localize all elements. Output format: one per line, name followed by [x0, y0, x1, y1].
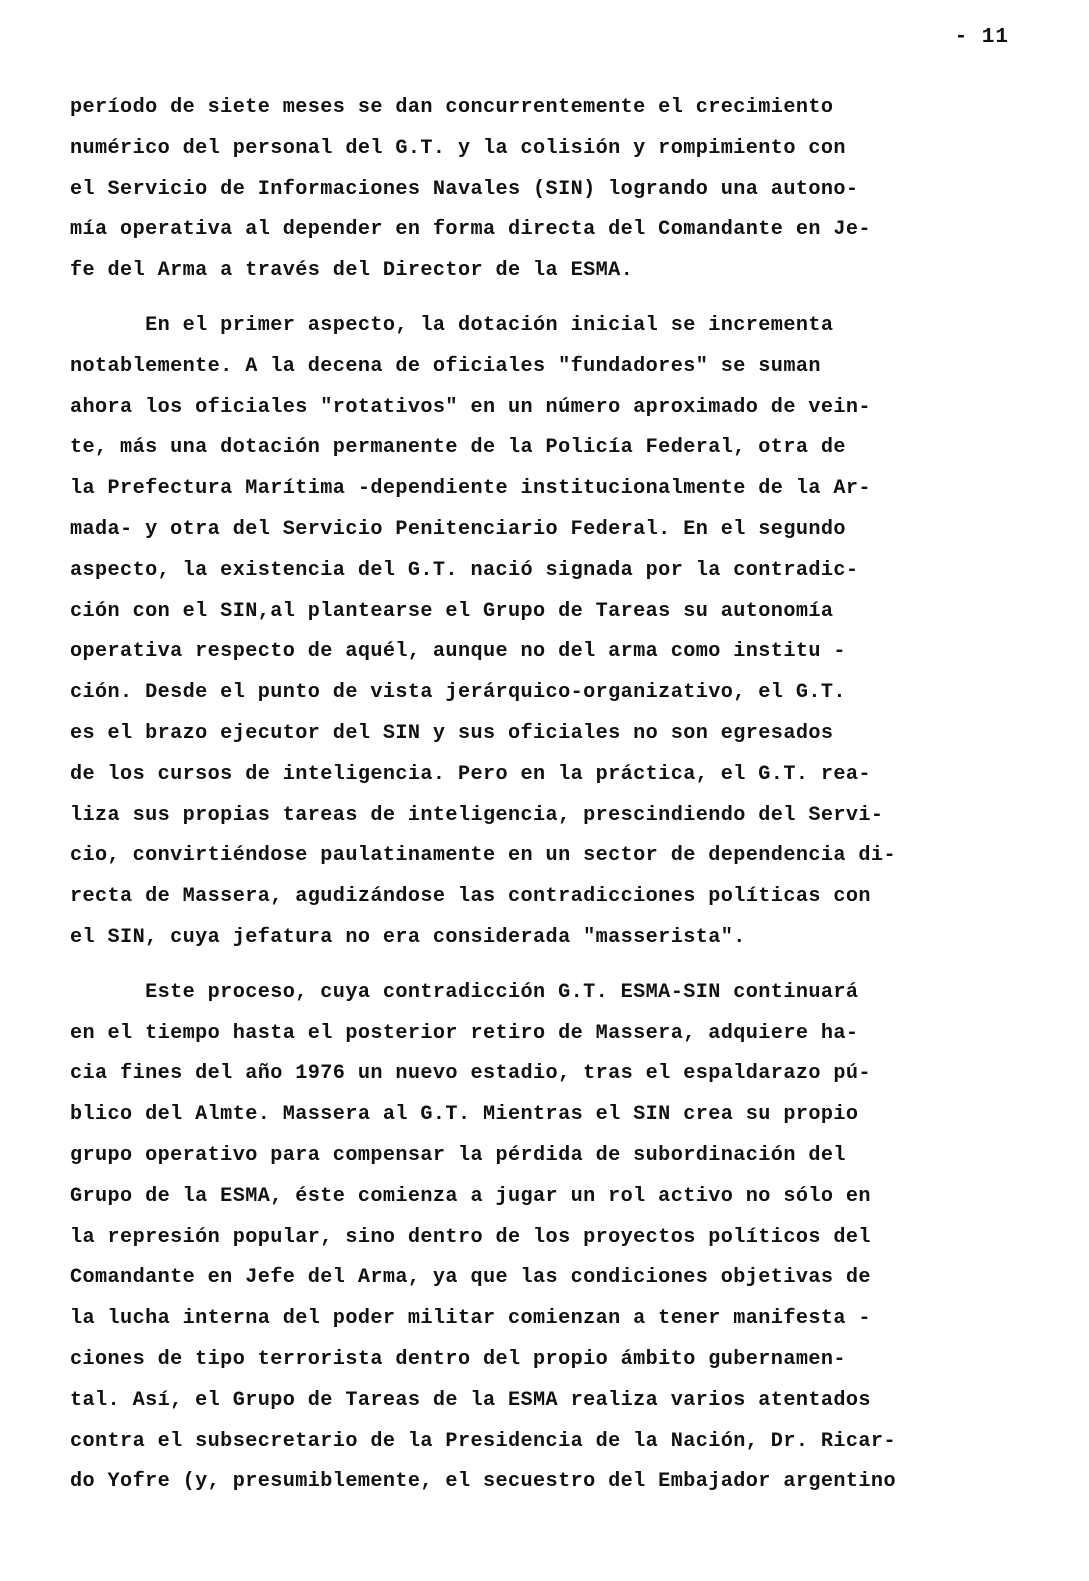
paragraph-2	[70, 306, 1020, 959]
text-line: cio, convirtiéndose paulatinamente en un sector de dependencia di-	[70, 844, 896, 868]
text-line: la lucha interna del poder militar comienzan a tener manifesta -	[70, 1307, 871, 1331]
text-line: blico del Almte. Massera al G.T. Mientras el SIN crea su propio	[70, 1103, 859, 1127]
text-line: grupo operativo para compensar la pérdida de subordinación del	[70, 1143, 846, 1167]
text-line: recta de Massera, agudizándose las contradicciones políticas con	[70, 885, 871, 909]
text-line: contra el subsecretario de la Presidencia de la Nación, Dr. Ricar-	[70, 1429, 896, 1453]
text-line: En el primer aspecto, la dotación inicial se incrementa	[70, 313, 834, 337]
text-line: notablemente. A la decena de oficiales "fundadores" se suman	[70, 354, 821, 378]
text-line: Comandante en Jefe del Arma, ya que las condiciones objetivas de	[70, 1266, 871, 1290]
text-line: el SIN, cuya jefatura no era considerada "masserista".	[70, 925, 746, 949]
text-line: do Yofre (y, presumiblemente, el secuestro del Embajador argentino	[70, 1470, 896, 1494]
text-line: numérico del personal del G.T. y la colisión y rompimiento con	[70, 136, 846, 160]
text-line: Grupo de la ESMA, éste comienza a jugar un rol activo no sólo en	[70, 1184, 871, 1208]
text-line: ción con el SIN,al plantearse el Grupo de Tareas su autonomía	[70, 599, 834, 623]
page-number: - 11	[954, 26, 1009, 49]
text-line: es el brazo ejecutor del SIN y sus oficiales no son egresados	[70, 721, 834, 745]
text-line: período de siete meses se dan concurrentemente el crecimiento	[70, 96, 834, 119]
text-line: en el tiempo hasta el posterior retiro de Massera, adquiere ha-	[70, 1021, 859, 1045]
text-line: Este proceso, cuya contradicción G.T. ESMA-SIN continuará	[70, 980, 859, 1004]
text-line: la represión popular, sino dentro de los proyectos políticos del	[70, 1225, 871, 1249]
text-line: el Servicio de Informaciones Navales (SIN) logrando una autono-	[70, 177, 859, 201]
paragraph-gap	[70, 959, 1020, 973]
text-line: tal. Así, el Grupo de Tareas de la ESMA realiza varios atentados	[70, 1388, 871, 1412]
text-line: la Prefectura Marítima -dependiente institucionalmente de la Ar-	[70, 477, 871, 501]
text-line: de los cursos de inteligencia. Pero en la práctica, el G.T. rea-	[70, 762, 871, 786]
text-line: te, más una dotación permanente de la Policía Federal, otra de	[70, 436, 846, 460]
text-line: mada- y otra del Servicio Penitenciario Federal. En el segundo	[70, 517, 846, 541]
text-line: fe del Arma a través del Director de la ESMA.	[70, 259, 634, 283]
text-line: mía operativa al depender en forma directa del Comandante en Je-	[70, 218, 871, 242]
text-line: ciones de tipo terrorista dentro del propio ámbito gubernamen-	[70, 1347, 846, 1371]
text-line: ahora los oficiales "rotativos" en un número aproximado de vein-	[70, 395, 871, 419]
text-line: ción. Desde el punto de vista jerárquico-organizativo, el G.T.	[70, 681, 846, 705]
paragraph-gap	[70, 292, 1020, 306]
body-text	[70, 88, 1020, 1503]
text-line: aspecto, la existencia del G.T. nació signada por la contradic-	[70, 558, 859, 582]
paragraph-3	[70, 973, 1020, 1503]
text-line: liza sus propias tareas de inteligencia, prescindiendo del Servi-	[70, 803, 884, 827]
text-line: operativa respecto de aquél, aunque no del arma como institu -	[70, 640, 846, 664]
paragraph-1	[70, 88, 1020, 292]
text-line: cia fines del año 1976 un nuevo estadio, tras el espaldarazo pú-	[70, 1062, 871, 1086]
